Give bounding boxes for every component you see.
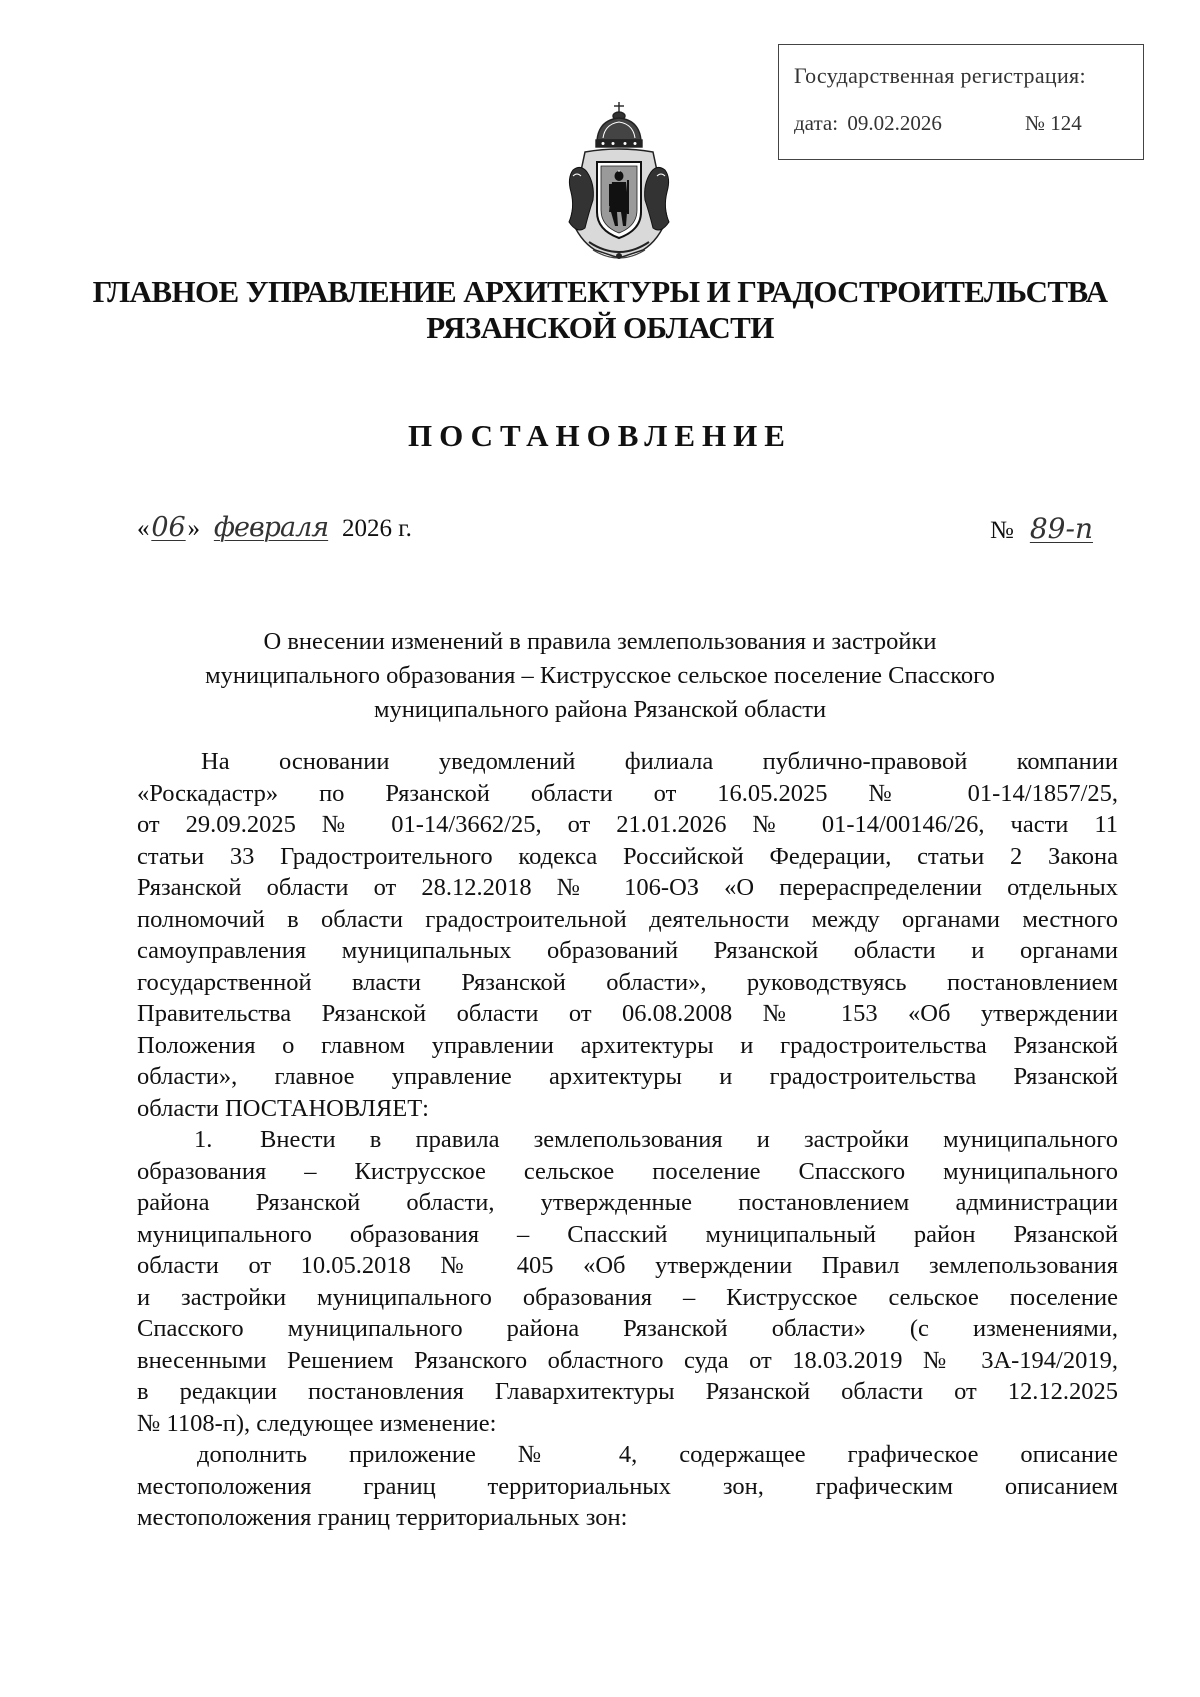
addition-line: местоположения границ территориальных зон, графическим описанием [137, 1472, 1118, 1500]
ryazan-coat-of-arms-icon [563, 100, 675, 264]
item-1-line: и застройки муниципального образования – Киструсское сельское поселение [137, 1283, 1118, 1311]
item-1-line: Внести в правила землепользования и застройки муниципального [260, 1126, 1118, 1153]
organization-name-line2: РЯЗАНСКОЙ ОБЛАСТИ [426, 310, 774, 345]
registration-date-label: дата: [794, 111, 839, 135]
item-1-line: области от 10.05.2018 № 405 «Об утверждении Правил землепользования [137, 1252, 1118, 1279]
addition-line: местоположения границ территориальных зон: [137, 1504, 628, 1531]
registration-title: Государственная регистрация: [794, 63, 1086, 88]
addition-line: дополнить приложение № 4, содержащее графическое описание [197, 1441, 1118, 1468]
item-1-line: муниципального образования – Спасский муниципальный район Рязанской [137, 1220, 1118, 1248]
item-1-line: в редакции постановления Главархитектуры Рязанской области от 12.12.2025 [137, 1378, 1118, 1405]
registration-date-value: 09.02.2026 [847, 111, 942, 135]
document-subject [160, 625, 1040, 727]
document-number-label: № [990, 517, 1014, 544]
preamble-line: «Роскадастр» по Рязанской области от 16.05.2025 № 01-14/1857/25, [137, 779, 1118, 807]
registration-details [794, 111, 1082, 136]
registration-number-label: № [1025, 111, 1046, 135]
preamble-line: На основании уведомлений филиала публично-правовой компании [201, 748, 1118, 775]
item-1-line: района Рязанской области, утвержденные постановлением администрации [137, 1189, 1118, 1216]
document-number [990, 512, 1148, 545]
organization-name-line1: ГЛАВНОЕ УПРАВЛЕНИЕ АРХИТЕКТУРЫ И ГРАДОСТРОИТЕЛЬСТВА [92, 274, 1108, 309]
subject-line: О внесении изменений в правила землепользования и застройки [263, 628, 937, 655]
subject-line: муниципального образования – Киструсское сельское поселение Спасского [205, 662, 995, 689]
document-date [137, 512, 412, 543]
item-1-first-line [137, 1124, 1118, 1156]
registration-number-value: 124 [1050, 111, 1082, 135]
preamble-line: полномочий в области градостроительной деятельности между органами местного [137, 905, 1118, 933]
registration-number [1025, 111, 1082, 136]
registration-stamp [778, 44, 1144, 160]
preamble-line: Правительства Рязанской области от 06.08.2008 № 153 «Об утверждении [137, 1000, 1118, 1027]
item-1-number: 1. [194, 1126, 213, 1153]
date-close-quote: » [187, 515, 200, 542]
preamble-line: статьи 33 Градостроительного кодекса Российской Федерации, статьи 2 Закона [137, 842, 1118, 870]
preamble-line: самоуправления муниципальных образований Рязанской области и органами [137, 937, 1118, 964]
date-year: 2026 г. [342, 515, 412, 542]
item-1-line: Спасского муниципального района Рязанской области» (с изменениями, [137, 1315, 1118, 1342]
preamble-line: Положения о главном управлении архитектуры и градостроительства Рязанской [137, 1031, 1118, 1059]
document-type-title: ПОСТАНОВЛЕНИЕ [408, 418, 792, 453]
preamble-line: Рязанской области от 28.12.2018 № 106-ОЗ «О перераспределении отдельных [137, 874, 1118, 901]
item-1-line: внесенными Решением Рязанского областного суда от 18.03.2019 № 3А-194/2019, [137, 1346, 1118, 1374]
item-1-paragraph [137, 1124, 1118, 1439]
date-month-handwritten: февраля [213, 512, 329, 543]
date-day-handwritten: 06 [151, 512, 186, 543]
preamble-line: от 29.09.2025 № 01-14/3662/25, от 21.01.2026 № 01-14/00146/26, части 11 [137, 811, 1118, 838]
preamble-line: области», главное управление архитектуры и градостроительства Рязанской [137, 1063, 1118, 1090]
preamble-line: государственной власти Рязанской области», руководствуясь постановлением [137, 968, 1118, 996]
addition-paragraph [137, 1439, 1118, 1534]
preamble-line: области ПОСТАНОВЛЯЕТ: [137, 1094, 429, 1122]
date-open-quote: « [137, 515, 150, 542]
preamble-paragraph [137, 746, 1118, 1124]
subject-line: муниципального района Рязанской области [373, 696, 827, 723]
item-1-line: образования – Киструсское сельское поселение Спасского муниципального [137, 1157, 1118, 1185]
item-1-line: № 1108-п), следующее изменение: [137, 1409, 497, 1437]
document-number-handwritten: 89-п [1029, 512, 1093, 545]
